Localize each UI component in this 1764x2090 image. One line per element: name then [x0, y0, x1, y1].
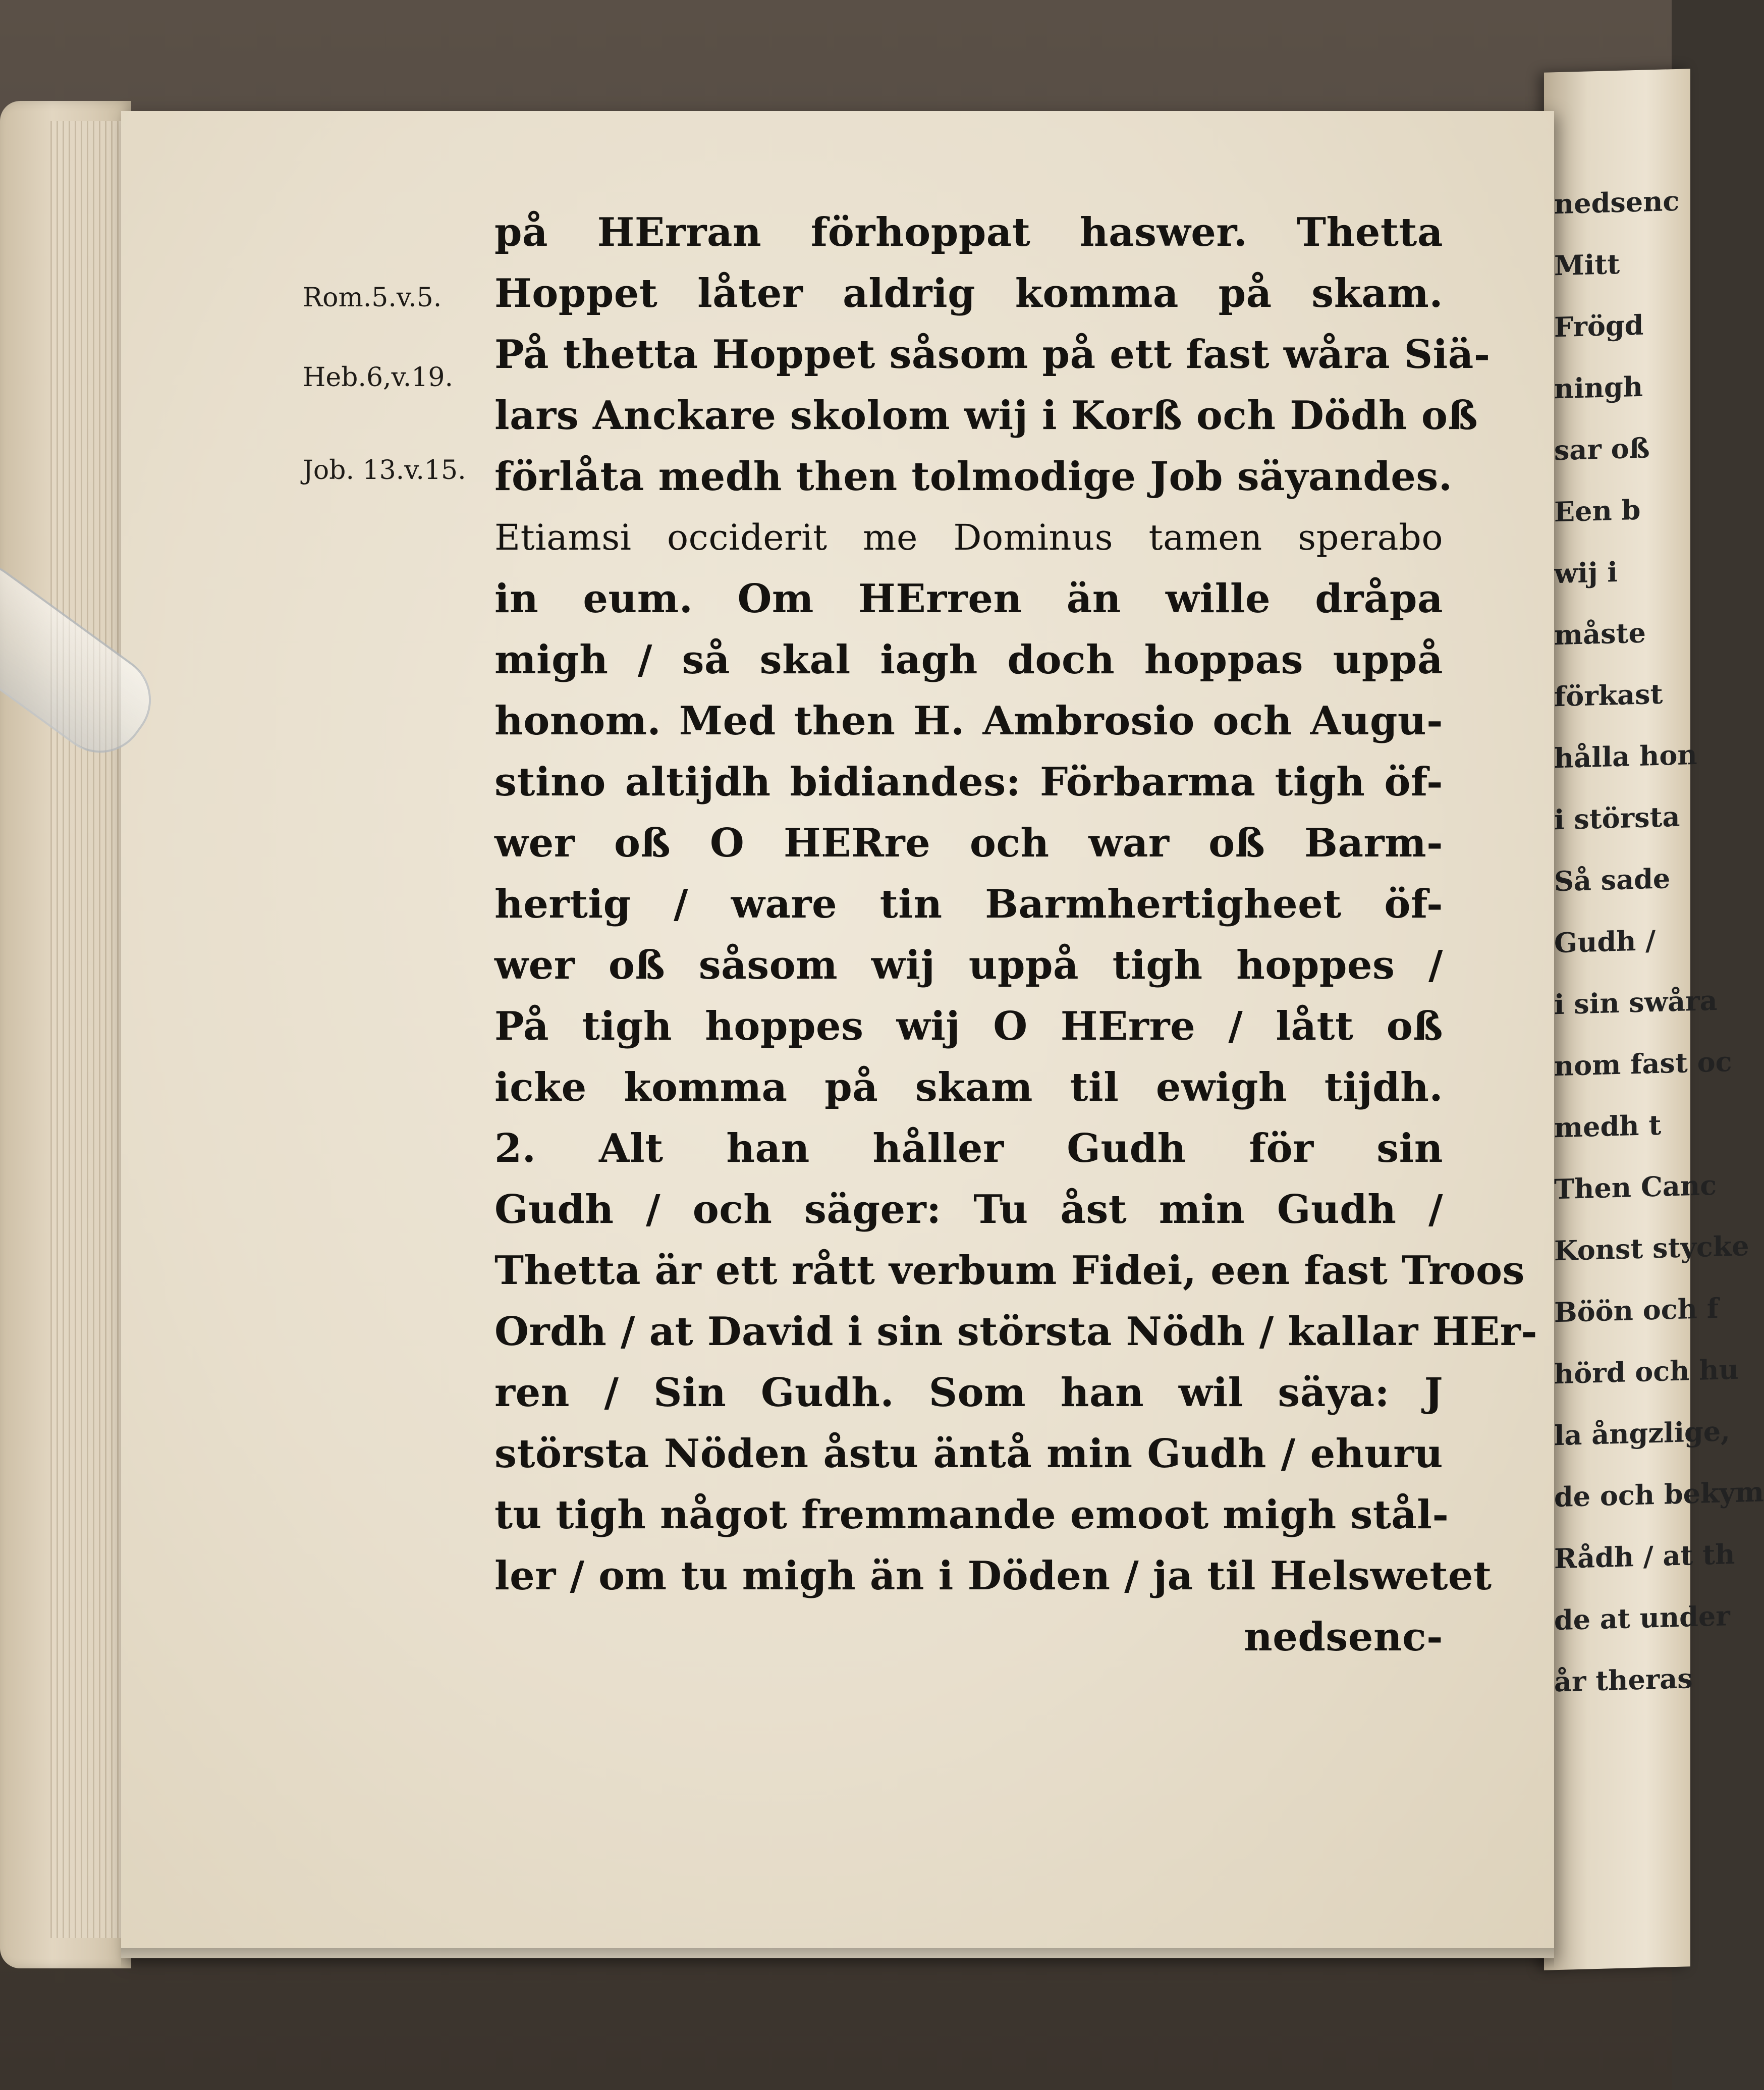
right-page-line: i sin swåra — [1554, 984, 1718, 1021]
right-page-line: ningh — [1554, 370, 1643, 405]
right-page-line: medh t — [1554, 1108, 1662, 1144]
body-text — [494, 202, 1538, 1668]
right-page-line: i största — [1554, 800, 1680, 836]
right-page-line: Then Canc — [1554, 1168, 1717, 1206]
margin-note: Job. 13.v.15. — [303, 455, 466, 486]
right-page-line: Frögd — [1554, 308, 1644, 344]
page-edges — [50, 121, 126, 1938]
text-line: 2. Alt han håller Gudh för sin — [494, 1126, 1443, 1171]
text-line: Gudh / och säger: Tu åst min Gudh / — [494, 1187, 1443, 1232]
text-line: största Nöden åstu äntå min Gudh / ehuru — [494, 1431, 1443, 1477]
text-line: Hoppet låter aldrig komma på skam. — [494, 271, 1443, 316]
right-page-line: nedsenc — [1554, 184, 1680, 221]
right-page-line: hörd och hu — [1554, 1353, 1739, 1390]
right-page-line: wij i — [1554, 555, 1618, 590]
right-page-line: de at under — [1554, 1599, 1730, 1637]
text-line: Etiamsi occiderit me Dominus tamen sperabo — [494, 517, 1443, 558]
text-line: migh / så skal iagh doch hoppas uppå — [494, 637, 1443, 683]
right-page-line: Mitt — [1554, 247, 1620, 282]
margin-note: Rom.5.v.5. — [303, 283, 442, 313]
text-line: lars Anckare skolom wij i Korß och Dödh oß — [494, 393, 1478, 439]
text-line: honom. Med then H. Ambrosio och Augu- — [494, 698, 1443, 744]
text-line: wer oß O HERre och war oß Barm- — [494, 820, 1443, 866]
text-line: stino altijdh bidiandes: Förbarma tigh öf- — [494, 759, 1443, 805]
text-line: in eum. Om HErren än wille dråpa — [494, 576, 1443, 622]
right-page-line: år theras — [1554, 1662, 1693, 1698]
text-line: tu tigh något fremmande emoot migh stål- — [494, 1492, 1449, 1538]
text-line: På tigh hoppes wij O HErre / lått oß — [494, 1003, 1443, 1049]
right-page-line: förkast — [1554, 677, 1663, 713]
text-line: På thetta Hoppet såsom på ett fast wåra Siä- — [494, 332, 1491, 378]
text-line: på HErran förhoppat haswer. Thetta — [494, 209, 1443, 255]
right-page-line: Böön och f — [1554, 1292, 1719, 1329]
right-page-text — [1554, 170, 1764, 1712]
right-page-line: sar oß — [1554, 432, 1650, 467]
right-page — [1544, 69, 1764, 1970]
text-line: förlåta medh then tolmodige Job säyandes. — [494, 454, 1453, 500]
right-page-line: hålla hon — [1554, 738, 1697, 775]
right-page-line: Een b — [1554, 493, 1641, 528]
right-page-line: la ångzlige, — [1554, 1415, 1730, 1452]
text-line: icke komma på skam til ewigh tijdh. — [494, 1064, 1443, 1110]
right-page-line: Konst stycke — [1554, 1229, 1749, 1267]
right-page-line: nom fast oc — [1554, 1045, 1732, 1083]
right-page-line: måste — [1554, 616, 1646, 652]
text-line: Ordh / at David i sin största Nödh / kallar HEr- — [494, 1309, 1538, 1355]
text-line: ren / Sin Gudh. Som han wil säya: J — [494, 1370, 1443, 1416]
catchword: nedsenc- — [1244, 1614, 1443, 1660]
right-page-line: de och bekym — [1554, 1475, 1764, 1514]
text-line: hertig / ware tin Barmhertigheet öf- — [494, 881, 1443, 927]
text-line: Thetta är ett rått verbum Fidei, een fast Troos — [494, 1248, 1525, 1294]
right-page-line: Så sade — [1554, 862, 1671, 898]
text-line: wer oß såsom wij uppå tigh hoppes / — [494, 942, 1443, 988]
text-line: ler / om tu migh än i Döden / ja til Helswetet — [494, 1553, 1492, 1599]
margin-note: Heb.6,v.19. — [303, 362, 453, 393]
right-page-line: Rådh / at th — [1554, 1537, 1735, 1575]
page-shadow — [121, 1948, 1554, 1968]
right-page-line: Gudh / — [1554, 924, 1656, 959]
